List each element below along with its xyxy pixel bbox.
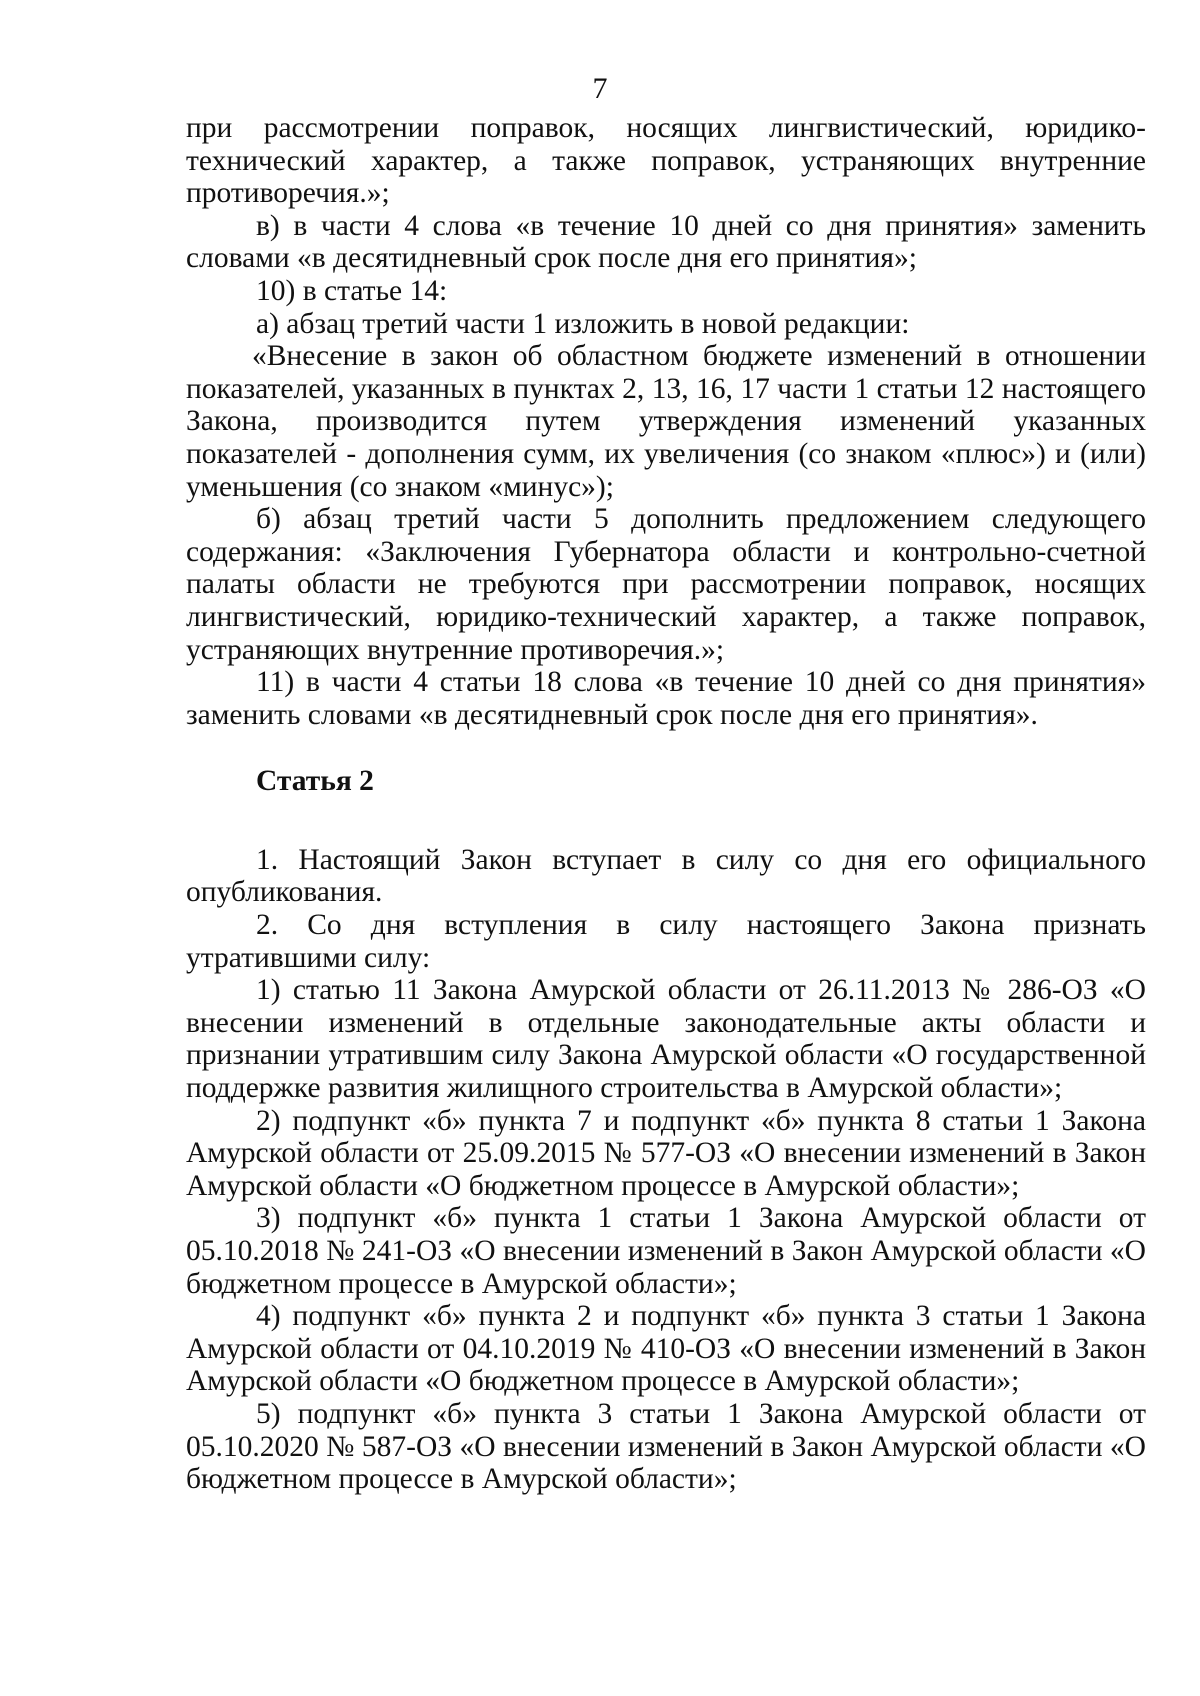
paragraph-item-10: 10) в статье 14:: [256, 274, 448, 307]
paragraph-quoted-text: «Внесение в закон об областном бюджете изменений в отношении показателей, указанных в пунктах 2, 13, 16, 17 части 1 статьи 12 настоящего Закона, производится путем утверждения изменений указанных показателей - дополнения сумм, их увеличения (со знаком «плюс») и (или) уменьшения (со знаком «минус»);: [186, 340, 1146, 503]
paragraph-clause-1: 1. Настоящий Закон вступает в силу со дня его официального опубликования.: [186, 843, 1146, 909]
page-number: 7: [592, 72, 608, 105]
paragraph-sub-1: 1) статью 11 Закона Амурской области от 26.11.2013 № 286-ОЗ «О внесении изменений в отдельные законодательные акты области и признании утратившим силу Закона Амурской области «О государственной поддержке развития жилищного строительства в Амурской области»;: [186, 974, 1146, 1105]
paragraph-sub-5: 5) подпункт «б» пункта 3 статьи 1 Закона Амурской области от 05.10.2020 № 587-ОЗ «О внесении изменений в Закон Амурской области «О бюджетном процессе в Амурской области»;: [186, 1397, 1146, 1496]
paragraph-item-v: в) в части 4 слова «в течение 10 дней со дня принятия» заменить словами «в десятидневный срок после дня его принятия»;: [186, 209, 1146, 275]
paragraph-clause-2: 2. Со дня вступления в силу настоящего Закона признать утратившими силу:: [186, 909, 1146, 974]
paragraph-item-a: а) абзац третий части 1 изложить в новой редакции:: [256, 307, 910, 340]
paragraph-sub-3: 3) подпункт «б» пункта 1 статьи 1 Закона Амурской области от 05.10.2018 № 241-ОЗ «О внесении изменений в Закон Амурской области «О бюджетном процессе в Амурской области»;: [186, 1202, 1146, 1300]
document-body: [186, 112, 1146, 1496]
article-heading: Статья 2: [256, 765, 374, 798]
paragraph-continuation: при рассмотрении поправок, носящих лингвистический, юридико-технический характер, а также поправок, устраняющих внутренние противоречия.»;: [186, 112, 1146, 210]
paragraph-item-11: 11) в части 4 статьи 18 слова «в течение 10 дней со дня принятия» заменить словами «в десятидневный срок после дня его принятия».: [186, 666, 1146, 731]
paragraph-sub-2: 2) подпункт «б» пункта 7 и подпункт «б» пункта 8 статьи 1 Закона Амурской области от 25.09.2015 № 577-ОЗ «О внесении изменений в Закон Амурской области «О бюджетном процессе в Амурской области»;: [186, 1104, 1146, 1202]
paragraph-sub-4: 4) подпункт «б» пункта 2 и подпункт «б» пункта 3 статьи 1 Закона Амурской области от 04.10.2019 № 410-ОЗ «О внесении изменений в Закон Амурской области «О бюджетном процессе в Амурской области»;: [186, 1300, 1146, 1398]
paragraph-item-b: б) абзац третий части 5 дополнить предложением следующего содержания: «Заключения Губернатора области и контрольно-счетной палаты области не требуются при рассмотрении поправок, носящих лингвистический, юридико-технический характер, а также поправок, устраняющих внутренние противоречия.»;: [186, 503, 1146, 666]
